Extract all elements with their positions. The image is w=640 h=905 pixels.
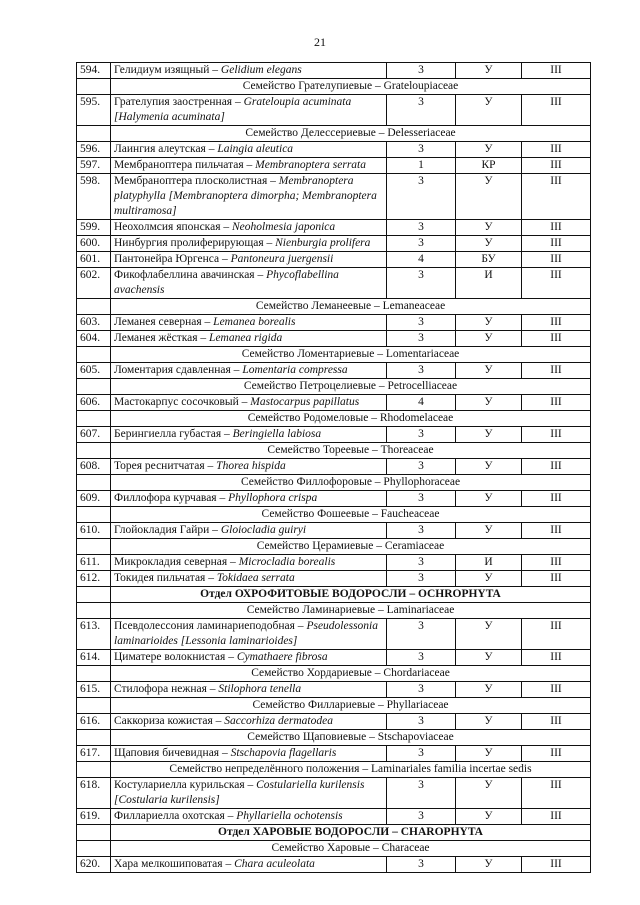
row-number: 611.: [77, 555, 111, 571]
family-title: Семейство Харовые – Characeae: [111, 841, 591, 857]
status-cell: У: [456, 395, 522, 411]
status-cell: У: [456, 619, 522, 650]
species-name-cell: [111, 491, 387, 507]
protection-cell: III: [522, 331, 591, 347]
species-row: [77, 236, 591, 252]
latin-name: Grateloupia acuminata: [243, 96, 352, 108]
category-cell: 3: [387, 809, 456, 825]
empty-number-cell: [77, 507, 111, 523]
empty-number-cell: [77, 379, 111, 395]
status-cell: У: [456, 523, 522, 539]
protection-cell: III: [522, 619, 591, 650]
row-number: 608.: [77, 459, 111, 475]
status-cell: БУ: [456, 252, 522, 268]
species-name-cell: [111, 252, 387, 268]
status-cell: У: [456, 427, 522, 443]
species-row: [77, 315, 591, 331]
species-name-cell: [111, 555, 387, 571]
category-cell: 3: [387, 220, 456, 236]
russian-name: Стилофора нежная –: [114, 683, 219, 695]
family-header-row: [77, 539, 591, 555]
species-row: [77, 459, 591, 475]
russian-name: Мастокарпус сосочковый –: [114, 396, 251, 408]
status-cell: У: [456, 220, 522, 236]
category-cell: 4: [387, 252, 456, 268]
latin-name: Phyllariella ochotensis: [236, 810, 343, 822]
empty-number-cell: [77, 587, 111, 603]
category-cell: 3: [387, 174, 456, 220]
category-cell: 3: [387, 523, 456, 539]
latin-name: Pseudolessonia laminarioides: [114, 620, 378, 647]
latin-name: Lemanea rigida: [209, 332, 283, 344]
category-cell: 3: [387, 268, 456, 299]
protection-cell: III: [522, 491, 591, 507]
category-cell: 3: [387, 459, 456, 475]
family-title: Семейство непределённого положения – Laminariales familia incertae sedis: [111, 762, 591, 778]
latin-name: Beringiella labiosa: [232, 428, 322, 440]
empty-number-cell: [77, 762, 111, 778]
row-number: 602.: [77, 268, 111, 299]
species-row: [77, 650, 591, 666]
family-header-row: [77, 762, 591, 778]
species-name-cell: [111, 857, 387, 873]
category-cell: 3: [387, 746, 456, 762]
russian-name: Мембраноптера пильчатая –: [114, 159, 256, 171]
category-cell: 3: [387, 778, 456, 809]
empty-number-cell: [77, 539, 111, 555]
row-number: 609.: [77, 491, 111, 507]
family-title: Семейство Фошеевые – Faucheaceae: [111, 507, 591, 523]
protection-cell: III: [522, 268, 591, 299]
russian-name: Глойокладия Гайри –: [114, 524, 221, 536]
species-row: [77, 571, 591, 587]
page-number: 21: [314, 35, 326, 49]
russian-name: Торея реснитчатая –: [114, 460, 217, 472]
status-cell: У: [456, 778, 522, 809]
family-header-row: [77, 698, 591, 714]
row-number: 607.: [77, 427, 111, 443]
category-cell: 3: [387, 315, 456, 331]
russian-name: Фикофлабеллина авачинская –: [114, 269, 267, 281]
category-cell: 3: [387, 363, 456, 379]
family-header-row: [77, 603, 591, 619]
status-cell: У: [456, 746, 522, 762]
latin-name: Stilophora tenella: [218, 683, 302, 695]
species-row: [77, 619, 591, 650]
empty-number-cell: [77, 475, 111, 491]
empty-number-cell: [77, 841, 111, 857]
protection-cell: III: [522, 650, 591, 666]
species-row: [77, 63, 591, 79]
protection-cell: III: [522, 142, 591, 158]
latin-name: Stschapovia flagellaris: [230, 747, 337, 759]
empty-number-cell: [77, 299, 111, 315]
empty-number-cell: [77, 698, 111, 714]
russian-name: Неохолмсия японская –: [114, 221, 232, 233]
species-name-cell: [111, 158, 387, 174]
russian-name: Берингиелла губастая –: [114, 428, 233, 440]
species-name-cell: [111, 571, 387, 587]
category-cell: 3: [387, 427, 456, 443]
row-number: 604.: [77, 331, 111, 347]
protection-cell: III: [522, 809, 591, 825]
protection-cell: III: [522, 63, 591, 79]
species-row: [77, 363, 591, 379]
species-row: [77, 174, 591, 220]
empty-number-cell: [77, 347, 111, 363]
synonym-name: [Membranoptera dimorpha; Membranoptera multiramosa]: [114, 190, 377, 217]
empty-number-cell: [77, 730, 111, 746]
russian-name: Нинбургия пролиферирующая –: [114, 237, 276, 249]
species-name-cell: [111, 778, 387, 809]
species-name-cell: [111, 220, 387, 236]
family-title: Семейство Родомеловые – Rhodomelaceae: [111, 411, 591, 427]
latin-name: Lomentaria compressa: [242, 364, 348, 376]
russian-name: Микрокладия северная –: [114, 556, 239, 568]
family-title: Семейство Тореевые – Thoreaceae: [111, 443, 591, 459]
status-cell: У: [456, 809, 522, 825]
latin-name: Tokidaea serrata: [216, 572, 295, 584]
status-cell: У: [456, 491, 522, 507]
protection-cell: III: [522, 571, 591, 587]
category-cell: 3: [387, 491, 456, 507]
protection-cell: III: [522, 714, 591, 730]
protection-cell: III: [522, 857, 591, 873]
category-cell: 3: [387, 142, 456, 158]
family-header-row: [77, 299, 591, 315]
species-row: [77, 252, 591, 268]
status-cell: У: [456, 571, 522, 587]
family-header-row: [77, 379, 591, 395]
category-cell: 3: [387, 63, 456, 79]
family-header-row: [77, 411, 591, 427]
russian-name: Мембраноптера плосколистная –: [114, 175, 279, 187]
latin-name: Cymathaere fibrosa: [236, 651, 328, 663]
russian-name: Филлариелла охотская –: [114, 810, 237, 822]
species-row: [77, 778, 591, 809]
species-name-cell: [111, 331, 387, 347]
status-cell: КР: [456, 158, 522, 174]
empty-number-cell: [77, 825, 111, 841]
family-header-row: [77, 79, 591, 95]
species-name-cell: [111, 142, 387, 158]
latin-name: Nienburgia prolifera: [275, 237, 371, 249]
species-row: [77, 809, 591, 825]
latin-name: Saccorhiza dermatodea: [224, 715, 333, 727]
category-cell: 3: [387, 331, 456, 347]
latin-name: Phycoflabellina avachensis: [114, 269, 339, 296]
protection-cell: III: [522, 95, 591, 126]
category-cell: 3: [387, 95, 456, 126]
family-header-row: [77, 347, 591, 363]
species-table-body: [77, 63, 591, 873]
row-number: 620.: [77, 857, 111, 873]
russian-name: Филлофора курчавая –: [114, 492, 229, 504]
protection-cell: III: [522, 682, 591, 698]
row-number: 606.: [77, 395, 111, 411]
species-row: [77, 331, 591, 347]
species-row: [77, 714, 591, 730]
category-cell: 3: [387, 619, 456, 650]
status-cell: У: [456, 63, 522, 79]
russian-name: Гелидиум изящный –: [114, 64, 221, 76]
species-row: [77, 142, 591, 158]
protection-cell: III: [522, 236, 591, 252]
protection-cell: III: [522, 459, 591, 475]
status-cell: У: [456, 331, 522, 347]
status-cell: У: [456, 95, 522, 126]
synonym-name: [Halymenia acuminata]: [114, 111, 225, 123]
family-header-row: [77, 666, 591, 682]
category-cell: 3: [387, 555, 456, 571]
species-name-cell: [111, 619, 387, 650]
row-number: 597.: [77, 158, 111, 174]
family-title: Семейство Грателупиевые – Grateloupiaceae: [111, 79, 591, 95]
empty-number-cell: [77, 411, 111, 427]
family-title: Семейство Ламинариевые – Laminariaceae: [111, 603, 591, 619]
family-title: Семейство Филлариевые – Phyllariaceae: [111, 698, 591, 714]
latin-name: Costulariella kurilensis: [256, 779, 365, 791]
latin-name: Lemanea borealis: [213, 316, 296, 328]
family-title: Семейство Ломентариевые – Lomentariaceae: [111, 347, 591, 363]
row-number: 619.: [77, 809, 111, 825]
status-cell: У: [456, 682, 522, 698]
species-row: [77, 95, 591, 126]
species-row: [77, 491, 591, 507]
species-row: [77, 158, 591, 174]
species-row: [77, 395, 591, 411]
species-table: [76, 62, 591, 873]
row-number: 605.: [77, 363, 111, 379]
species-row: [77, 857, 591, 873]
row-number: 610.: [77, 523, 111, 539]
row-number: 594.: [77, 63, 111, 79]
row-number: 618.: [77, 778, 111, 809]
species-row: [77, 523, 591, 539]
latin-name: Microcladia borealis: [238, 556, 336, 568]
protection-cell: III: [522, 158, 591, 174]
family-title: Семейство Церамиевые – Ceramiaceae: [111, 539, 591, 555]
family-title: Семейство Делессериевые – Delesseriaceae: [111, 126, 591, 142]
species-name-cell: [111, 682, 387, 698]
family-title: Семейство Петроцелиевые – Petrocelliaceae: [111, 379, 591, 395]
row-number: 600.: [77, 236, 111, 252]
species-name-cell: [111, 236, 387, 252]
row-number: 616.: [77, 714, 111, 730]
protection-cell: III: [522, 174, 591, 220]
row-number: 595.: [77, 95, 111, 126]
protection-cell: III: [522, 252, 591, 268]
protection-cell: III: [522, 778, 591, 809]
category-cell: 3: [387, 682, 456, 698]
family-title: Семейство Хордариевые – Chordariaceae: [111, 666, 591, 682]
latin-name: Gloiocladia guiryi: [220, 524, 307, 536]
row-number: 603.: [77, 315, 111, 331]
row-number: 612.: [77, 571, 111, 587]
row-number: 615.: [77, 682, 111, 698]
division-title: Отдел ОХРОФИТОВЫЕ ВОДОРОСЛИ – OCHROPHYTA: [111, 587, 591, 603]
empty-number-cell: [77, 603, 111, 619]
status-cell: У: [456, 174, 522, 220]
species-name-cell: [111, 63, 387, 79]
status-cell: У: [456, 236, 522, 252]
protection-cell: III: [522, 220, 591, 236]
latin-name: Mastocarpus papillatus: [250, 396, 360, 408]
russian-name: Псевдолессония ламинариеподобная –: [114, 620, 307, 632]
status-cell: У: [456, 714, 522, 730]
russian-name: Ломентария сдавленная –: [114, 364, 243, 376]
species-name-cell: [111, 315, 387, 331]
status-cell: У: [456, 650, 522, 666]
empty-number-cell: [77, 126, 111, 142]
synonym-name: [Costularia kurilensis]: [114, 794, 220, 806]
latin-name: Membranoptera serrata: [255, 159, 366, 171]
species-name-cell: [111, 459, 387, 475]
category-cell: 1: [387, 158, 456, 174]
empty-number-cell: [77, 443, 111, 459]
division-header-row: [77, 825, 591, 841]
russian-name: Циматере волокнистая –: [114, 651, 237, 663]
row-number: 617.: [77, 746, 111, 762]
row-number: 613.: [77, 619, 111, 650]
row-number: 614.: [77, 650, 111, 666]
row-number: 601.: [77, 252, 111, 268]
latin-name: Neoholmesia japonica: [231, 221, 336, 233]
russian-name: Саккориза кожистая –: [114, 715, 225, 727]
status-cell: И: [456, 555, 522, 571]
species-row: [77, 682, 591, 698]
species-row: [77, 427, 591, 443]
species-name-cell: [111, 650, 387, 666]
protection-cell: III: [522, 746, 591, 762]
latin-name: Phyllophora crispa: [228, 492, 318, 504]
russian-name: Лаингия алеутская –: [114, 143, 218, 155]
species-name-cell: [111, 95, 387, 126]
species-row: [77, 746, 591, 762]
status-cell: У: [456, 363, 522, 379]
russian-name: Грателупия заостренная –: [114, 96, 244, 108]
status-cell: У: [456, 315, 522, 331]
species-name-cell: [111, 268, 387, 299]
latin-name: Membranoptera platyphylla: [114, 175, 354, 202]
russian-name: Хара мелкошиповатая –: [114, 858, 235, 870]
status-cell: У: [456, 142, 522, 158]
family-header-row: [77, 507, 591, 523]
family-title: Семейство Щаповиевые – Stschapoviaceae: [111, 730, 591, 746]
family-header-row: [77, 443, 591, 459]
protection-cell: III: [522, 395, 591, 411]
status-cell: И: [456, 268, 522, 299]
latin-name: Gelidium elegans: [220, 64, 302, 76]
species-name-cell: [111, 714, 387, 730]
family-header-row: [77, 126, 591, 142]
family-title: Семейство Филлофоровые – Phyllophoraceae: [111, 475, 591, 491]
category-cell: 3: [387, 857, 456, 873]
russian-name: Костулариелла курильская –: [114, 779, 257, 791]
family-header-row: [77, 841, 591, 857]
family-header-row: [77, 730, 591, 746]
family-title: Семейство Леманеевые – Lemaneaceae: [111, 299, 591, 315]
russian-name: Леманея северная –: [114, 316, 214, 328]
species-name-cell: [111, 395, 387, 411]
species-name-cell: [111, 746, 387, 762]
species-name-cell: [111, 363, 387, 379]
empty-number-cell: [77, 79, 111, 95]
category-cell: 3: [387, 236, 456, 252]
species-row: [77, 220, 591, 236]
protection-cell: III: [522, 315, 591, 331]
species-row: [77, 555, 591, 571]
category-cell: 3: [387, 571, 456, 587]
row-number: 598.: [77, 174, 111, 220]
protection-cell: III: [522, 363, 591, 379]
species-name-cell: [111, 809, 387, 825]
category-cell: 3: [387, 714, 456, 730]
division-title: Отдел ХАРОВЫЕ ВОДОРОСЛИ – CHAROPHYTA: [111, 825, 591, 841]
status-cell: У: [456, 857, 522, 873]
species-name-cell: [111, 427, 387, 443]
latin-name: Laingia aleutica: [217, 143, 294, 155]
protection-cell: III: [522, 555, 591, 571]
category-cell: 4: [387, 395, 456, 411]
latin-name: Pantoneura juergensii: [230, 253, 334, 265]
species-name-cell: [111, 174, 387, 220]
species-name-cell: [111, 523, 387, 539]
row-number: 596.: [77, 142, 111, 158]
latin-name: Chara aculeolata: [234, 858, 315, 870]
status-cell: У: [456, 459, 522, 475]
category-cell: 3: [387, 650, 456, 666]
empty-number-cell: [77, 666, 111, 682]
protection-cell: III: [522, 427, 591, 443]
russian-name: Пантонейра Юргенса –: [114, 253, 231, 265]
latin-name: Thorea hispida: [216, 460, 286, 472]
division-header-row: [77, 587, 591, 603]
row-number: 599.: [77, 220, 111, 236]
species-row: [77, 268, 591, 299]
protection-cell: III: [522, 523, 591, 539]
russian-name: Леманея жёсткая –: [114, 332, 210, 344]
russian-name: Щаповия бичевидная –: [114, 747, 231, 759]
synonym-name: [Lessonia laminarioides]: [180, 635, 298, 647]
russian-name: Токидея пильчатая –: [114, 572, 217, 584]
family-header-row: [77, 475, 591, 491]
